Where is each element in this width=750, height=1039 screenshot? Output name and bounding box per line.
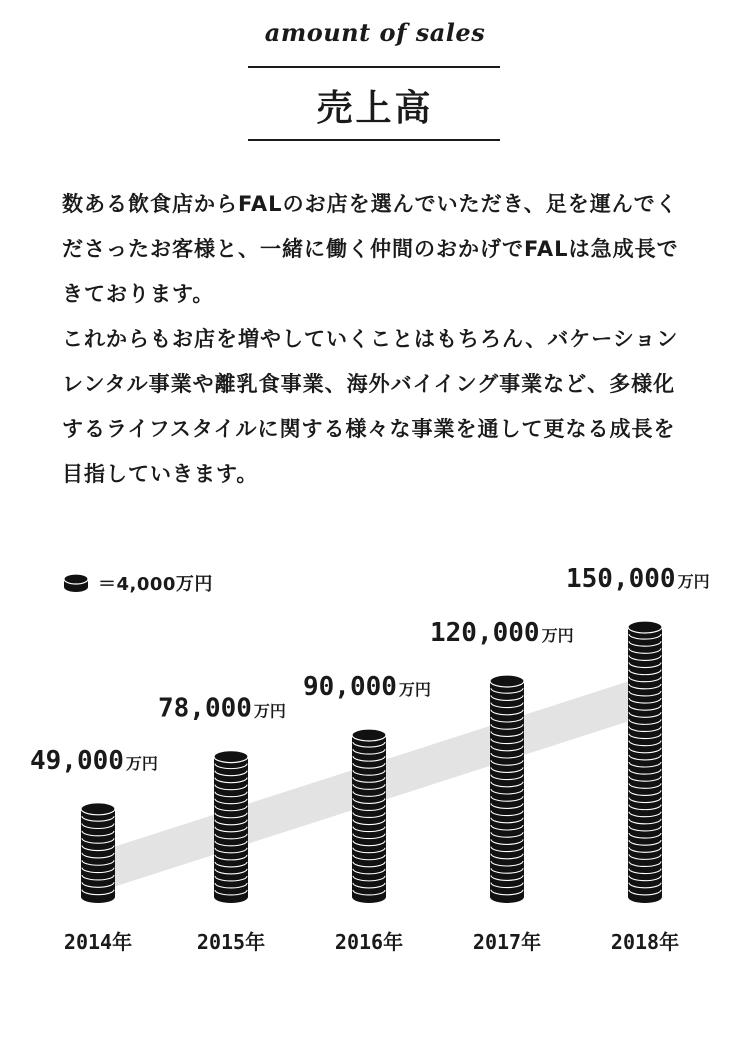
script-title: amount of sales	[264, 18, 486, 47]
year-label: 2015年	[196, 930, 266, 954]
year-label: 2018年	[610, 930, 680, 954]
coin-stack-bar	[628, 621, 662, 903]
intro-paragraph-1: 数ある飲食店からFALのお店を選んでいただき、足を運んでくださったお客様と、一緒に働く仲間のおかげでFALは急成長できております。	[62, 192, 679, 306]
value-label: 78,000 万円	[158, 693, 286, 724]
value-label: 150,000 万円	[566, 564, 710, 594]
year-label: 2016年	[334, 930, 404, 954]
year-label: 2017年	[472, 930, 542, 954]
legend-text: ＝4,000万円	[98, 574, 213, 595]
value-label: 120,000 万円	[430, 618, 574, 648]
coin-stack-bar	[81, 803, 115, 903]
title-rule-top	[248, 66, 500, 68]
intro-text	[62, 182, 692, 497]
value-label: 90,000 万円	[303, 672, 431, 702]
intro-paragraph-2: これからもお店を増やしていくことはもちろん、バケーションレンタル事業や離乳食事業、海外バイイング事業など、多様化するライフスタイルに関する様々な事業を通して更なる成長を目指していきます。	[62, 327, 679, 486]
title-rule-bottom	[248, 139, 500, 141]
coin-stack-bar	[490, 675, 524, 903]
coin-stack-bar	[214, 751, 248, 903]
year-label: 2014年	[63, 930, 133, 954]
sales-chart	[0, 500, 750, 970]
value-label: 49,000 万円	[30, 745, 158, 776]
page-title: 売上高	[316, 88, 434, 129]
coin-stack-bar	[352, 729, 386, 903]
